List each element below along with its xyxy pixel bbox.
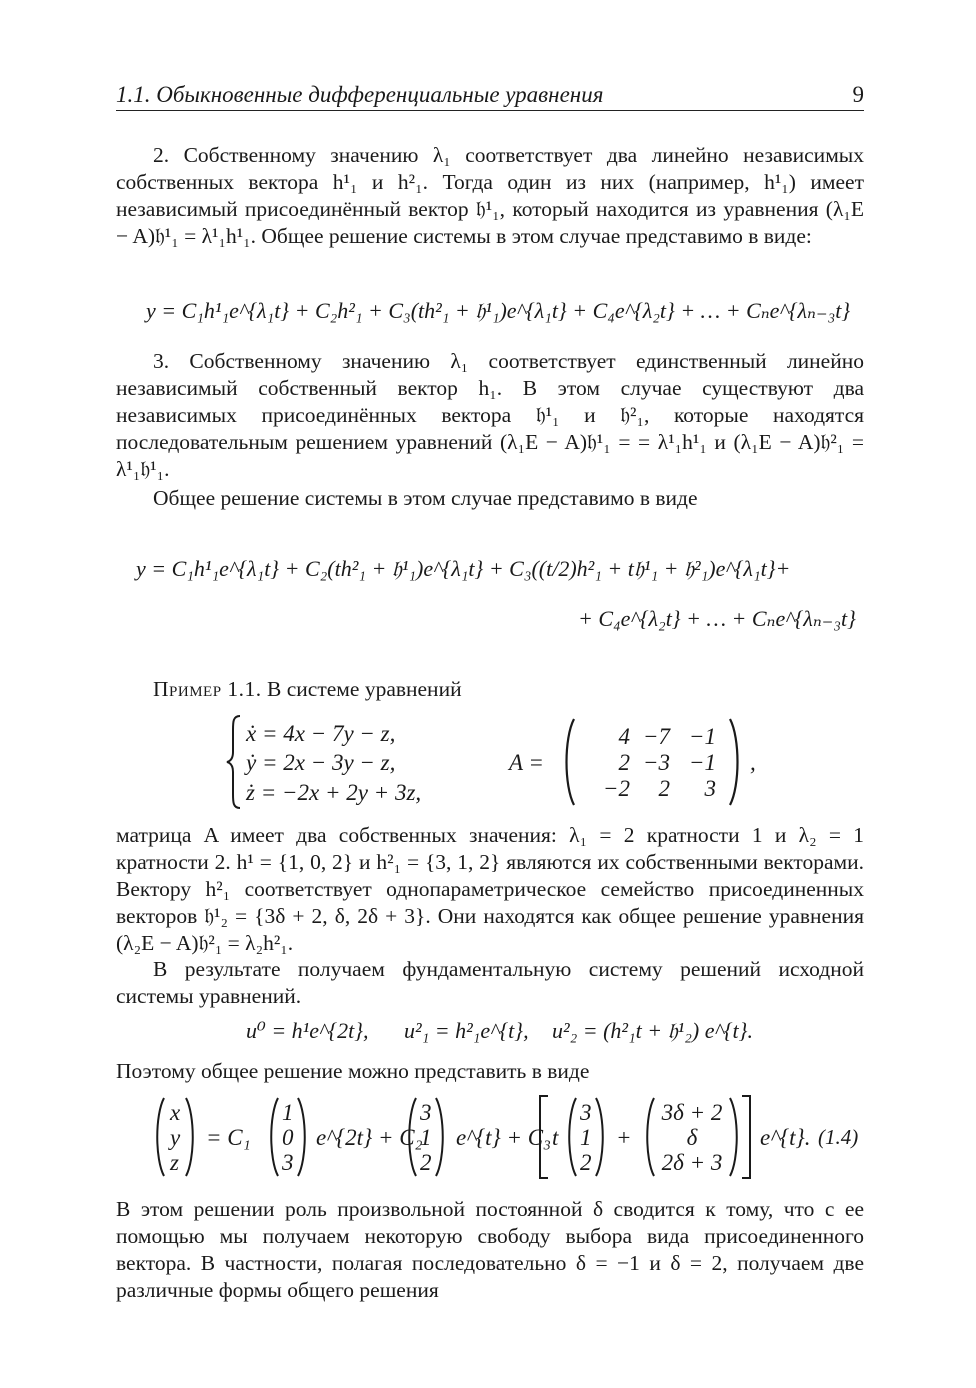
lhs-z: z: [170, 1150, 179, 1175]
matrix-cell-2-3: −1: [688, 750, 716, 775]
v3-right-paren: [594, 1097, 606, 1181]
matrix-cell-1-2: −7: [642, 724, 670, 749]
matrix-cell-3-3: 3: [704, 776, 716, 801]
case2-paragraph: 2. Собственному значению λ₁ соответствует два линейно независимых собственных вектора h¹₁ и h²₁. Тогда один из них (например, h¹₁) имеет независимый присоединённый вектор 𝔥¹₁, который находится из уравнения (λ₁E − A)𝔥¹₁ = λ¹₁h¹₁. Общее решение системы в этом случае представимо в виде:: [116, 143, 864, 248]
v4-3: 2δ + 3: [661, 1150, 723, 1175]
matrix-cell-2-2: −3: [642, 750, 670, 775]
v4-2: δ: [686, 1125, 698, 1150]
tail-term: e^{t}.: [760, 1125, 811, 1150]
v2-left-paren: [406, 1097, 418, 1181]
v2-2: 1: [420, 1125, 432, 1150]
v1-right-paren: [296, 1097, 308, 1181]
case3-formula-line1: y = C₁h¹₁e^{λ₁t} + C₂(th²₁ + 𝔥¹₁)e^{λ₁t} + C₃((t/2)h²₁ + t𝔥¹₁ + 𝔥²₁)e^{λ₁t}+: [136, 556, 791, 581]
example-after-paragraph: матрица A имеет два собственных значения: λ₁ = 2 кратности 1 и λ₂ = 1 кратности 2. h¹ = {1, 0, 2} и h²₁ = {3, 1, 2} являются их собственными векторами. Вектору h²₁ соответствует однопараметрическое семейство присоединенных векторов 𝔥¹₂ = {3δ + 2, δ, 2δ + 3}. Они находятся как общее решение уравнения (λ₂E − A)𝔥²₁ = λ₂h²₁.: [116, 823, 864, 955]
v2-3: 2: [420, 1150, 432, 1175]
case3-formula-line2: + C₄e^{λ₂t} + … + Cₙe^{λₙ₋₃t}: [578, 606, 856, 631]
v1-2: 0: [282, 1125, 294, 1150]
equation-number: (1.4): [818, 1125, 859, 1149]
v4-left-paren: [644, 1097, 656, 1181]
v3-2: 1: [580, 1125, 592, 1150]
lhs-left-paren: [154, 1097, 166, 1181]
example-heading: [153, 677, 462, 702]
final-paragraph: В этом решении роль произвольной постоянной δ сводится к тому, что с ее помощью мы получаем некоторую свободу выбора вида присоединенного вектора. В частности, полагая последовательно δ = −1 и δ = 2, получаем две различные формы общего решения: [116, 1197, 864, 1302]
example-intro: В системе уравнений: [267, 677, 462, 701]
matrix-cell-1-3: −1: [688, 724, 716, 749]
lhs-right-paren: [184, 1097, 196, 1181]
bracket-right: [740, 1095, 752, 1183]
plus-sign: +: [616, 1125, 632, 1150]
v2-right-paren: [434, 1097, 446, 1181]
case3-paragraph-2: Общее решение системы в этом случае представимо в виде: [153, 486, 698, 510]
system-eq-3: ż = −2x + 2y + 3z,: [246, 780, 422, 805]
v3-1: 3: [580, 1100, 592, 1125]
matrix-cell-3-2: 2: [658, 776, 670, 801]
v4-right-paren: [728, 1097, 740, 1181]
bracket-left: [538, 1095, 550, 1183]
e2-term: e^{t} + C₃: [456, 1125, 552, 1150]
v1-left-paren: [268, 1097, 280, 1181]
fundamental-u0: u⁰ = h¹e^{2t},: [246, 1018, 369, 1043]
matrix-cell-3-1: −2: [602, 776, 630, 801]
v1-3: 3: [282, 1150, 294, 1175]
header-title: 1.1. Обыкновенные дифференциальные уравнения: [116, 82, 604, 107]
fundamental-u21: u²₁ = h²₁e^{t},: [404, 1018, 529, 1043]
t-factor: t: [552, 1125, 559, 1150]
case3-paragraph: 3. Собственному значению λ₁ соответствует единственный линейно независимый собственный вектор h₁. В этом случае существуют два независимых присоединённых вектора 𝔥¹₁ и 𝔥²₁, которые находятся последовательным решением уравнений (λ₁E − A)𝔥¹₁ = = λ¹₁h¹₁ и (λ₁E − A)𝔥²₁ = λ¹₁𝔥¹₁.: [116, 349, 864, 481]
system-eq-1: ẋ = 4x − 7y − z,: [246, 721, 396, 746]
lhs-x: x: [170, 1100, 181, 1125]
example-label: Пример 1.1.: [153, 677, 262, 701]
system-brace: [226, 714, 242, 814]
system-eq-2: ẏ = 2x − 3y − z,: [246, 750, 396, 775]
matrix-cell-2-1: 2: [618, 750, 630, 775]
v1-1: 1: [282, 1100, 294, 1125]
general-intro: Поэтому общее решение можно представить в виде: [116, 1059, 590, 1083]
v3-left-paren: [566, 1097, 578, 1181]
lhs-y: y: [170, 1125, 181, 1150]
matrix-comma: ,: [750, 750, 756, 775]
page-number: 9: [852, 82, 864, 107]
v3-3: 2: [580, 1150, 592, 1175]
e1-term: e^{2t} + C₂: [316, 1125, 423, 1150]
fundamental-u22: u²₂ = (h²₁t + 𝔥¹₂) e^{t}.: [552, 1018, 753, 1043]
running-header: [116, 80, 864, 111]
v4-1: 3δ + 2: [661, 1100, 723, 1125]
c1-term: = C₁: [206, 1125, 251, 1150]
result-paragraph: В результате получаем фундаментальную систему решений исходной системы уравнений.: [116, 957, 864, 1008]
matrix-name: A =: [509, 750, 544, 775]
matrix-right-paren: [728, 718, 742, 810]
matrix-left-paren: [562, 718, 576, 810]
matrix-cell-1-1: 4: [618, 724, 630, 749]
v2-1: 3: [420, 1100, 432, 1125]
case2-formula: y = C₁h¹₁e^{λ₁t} + C₂h²₁ + C₃(th²₁ + 𝔥¹₁)e^{λ₁t} + C₄e^{λ₂t} + … + Cₙe^{λₙ₋₃t}: [146, 298, 851, 323]
